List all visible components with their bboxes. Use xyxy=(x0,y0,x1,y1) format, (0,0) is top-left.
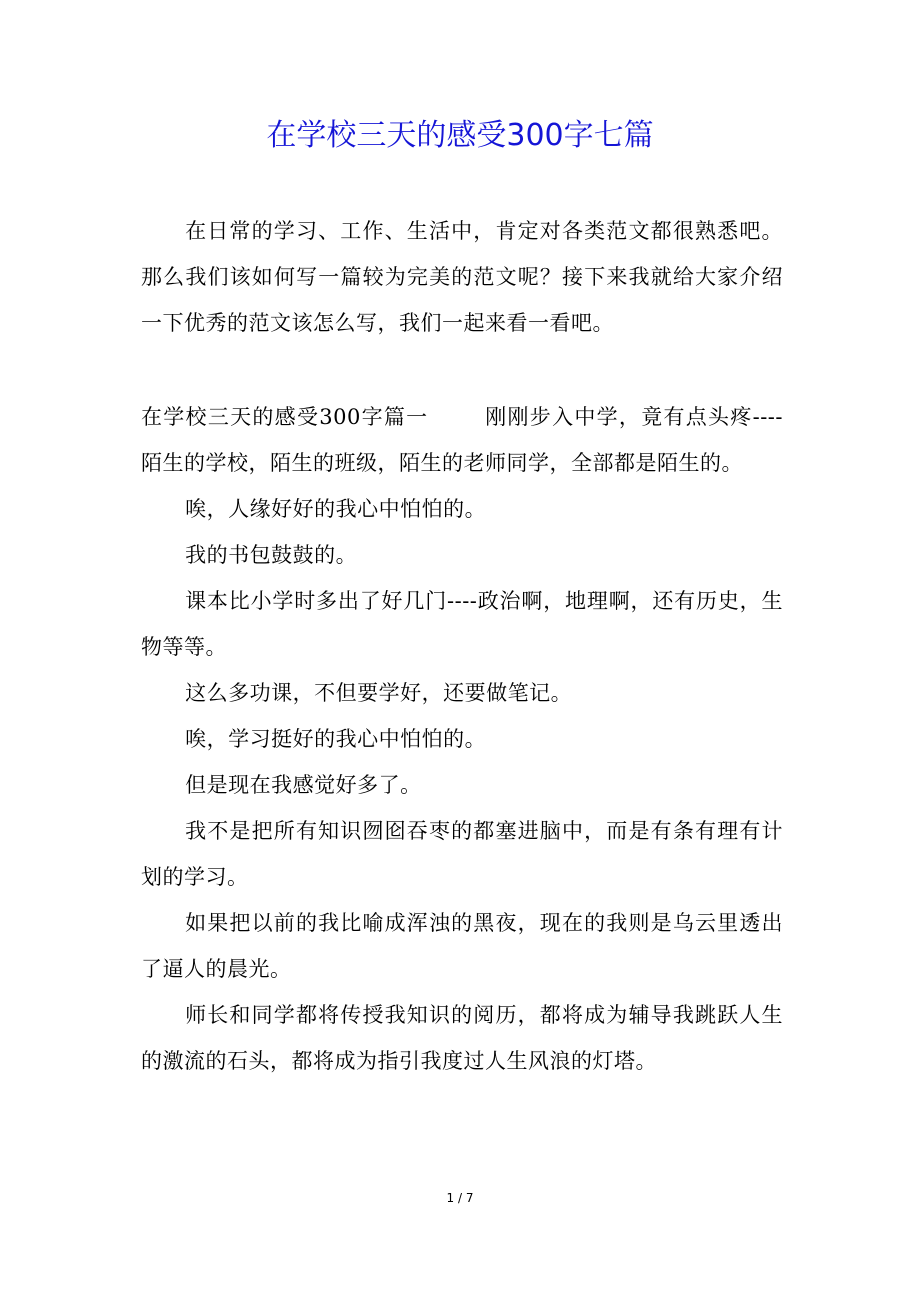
document-body xyxy=(141,208,783,1084)
intro-paragraph: 在日常的学习、工作、生活中，肯定对各类范文都很熟悉吧。那么我们该如何写一篇较为完美的范文呢？接下来我就给大家介绍一下优秀的范文该怎么写，我们一起来看一看吧。 xyxy=(141,219,783,335)
section-heading: 在学校三天的感受300字篇一 xyxy=(141,405,429,429)
body-paragraph: 唉，人缘好好的我心中怕怕的。 xyxy=(185,497,487,521)
page-number: 1 / 7 xyxy=(446,1191,474,1205)
body-paragraph: 我不是把所有知识囫囵吞枣的都塞进脑中，而是有条有理有计划的学习。 xyxy=(141,819,783,889)
section-spacer xyxy=(141,346,783,394)
body-paragraph: 课本比小学时多出了好几门----政治啊，地理啊，还有历史，生物等等。 xyxy=(141,589,783,659)
body-paragraph: 师长和同学都将传授我知识的阅历，都将成为辅导我跳跃人生的激流的石头，都将成为指引我度过人生风浪的灯塔。 xyxy=(141,1003,783,1073)
body-paragraph: 这么多功课，不但要学好，还要做笔记。 xyxy=(185,681,573,705)
body-paragraph: 唉，学习挺好的我心中怕怕的。 xyxy=(185,727,487,751)
body-paragraph: 但是现在我感觉好多了。 xyxy=(185,773,422,797)
document-title: 在学校三天的感受300字七篇 xyxy=(266,118,654,153)
body-paragraph: 我的书包鼓鼓的。 xyxy=(185,543,358,567)
body-paragraph: 如果把以前的我比喻成浑浊的黑夜，现在的我则是乌云里透出了逼人的晨光。 xyxy=(141,911,783,981)
section-first-text: 刚刚步入中学，竟有点头疼----陌生的学校，陌生的班级，陌生的老师同学，全部都是陌生的。 xyxy=(141,405,783,475)
section-first-paragraph xyxy=(141,394,783,486)
